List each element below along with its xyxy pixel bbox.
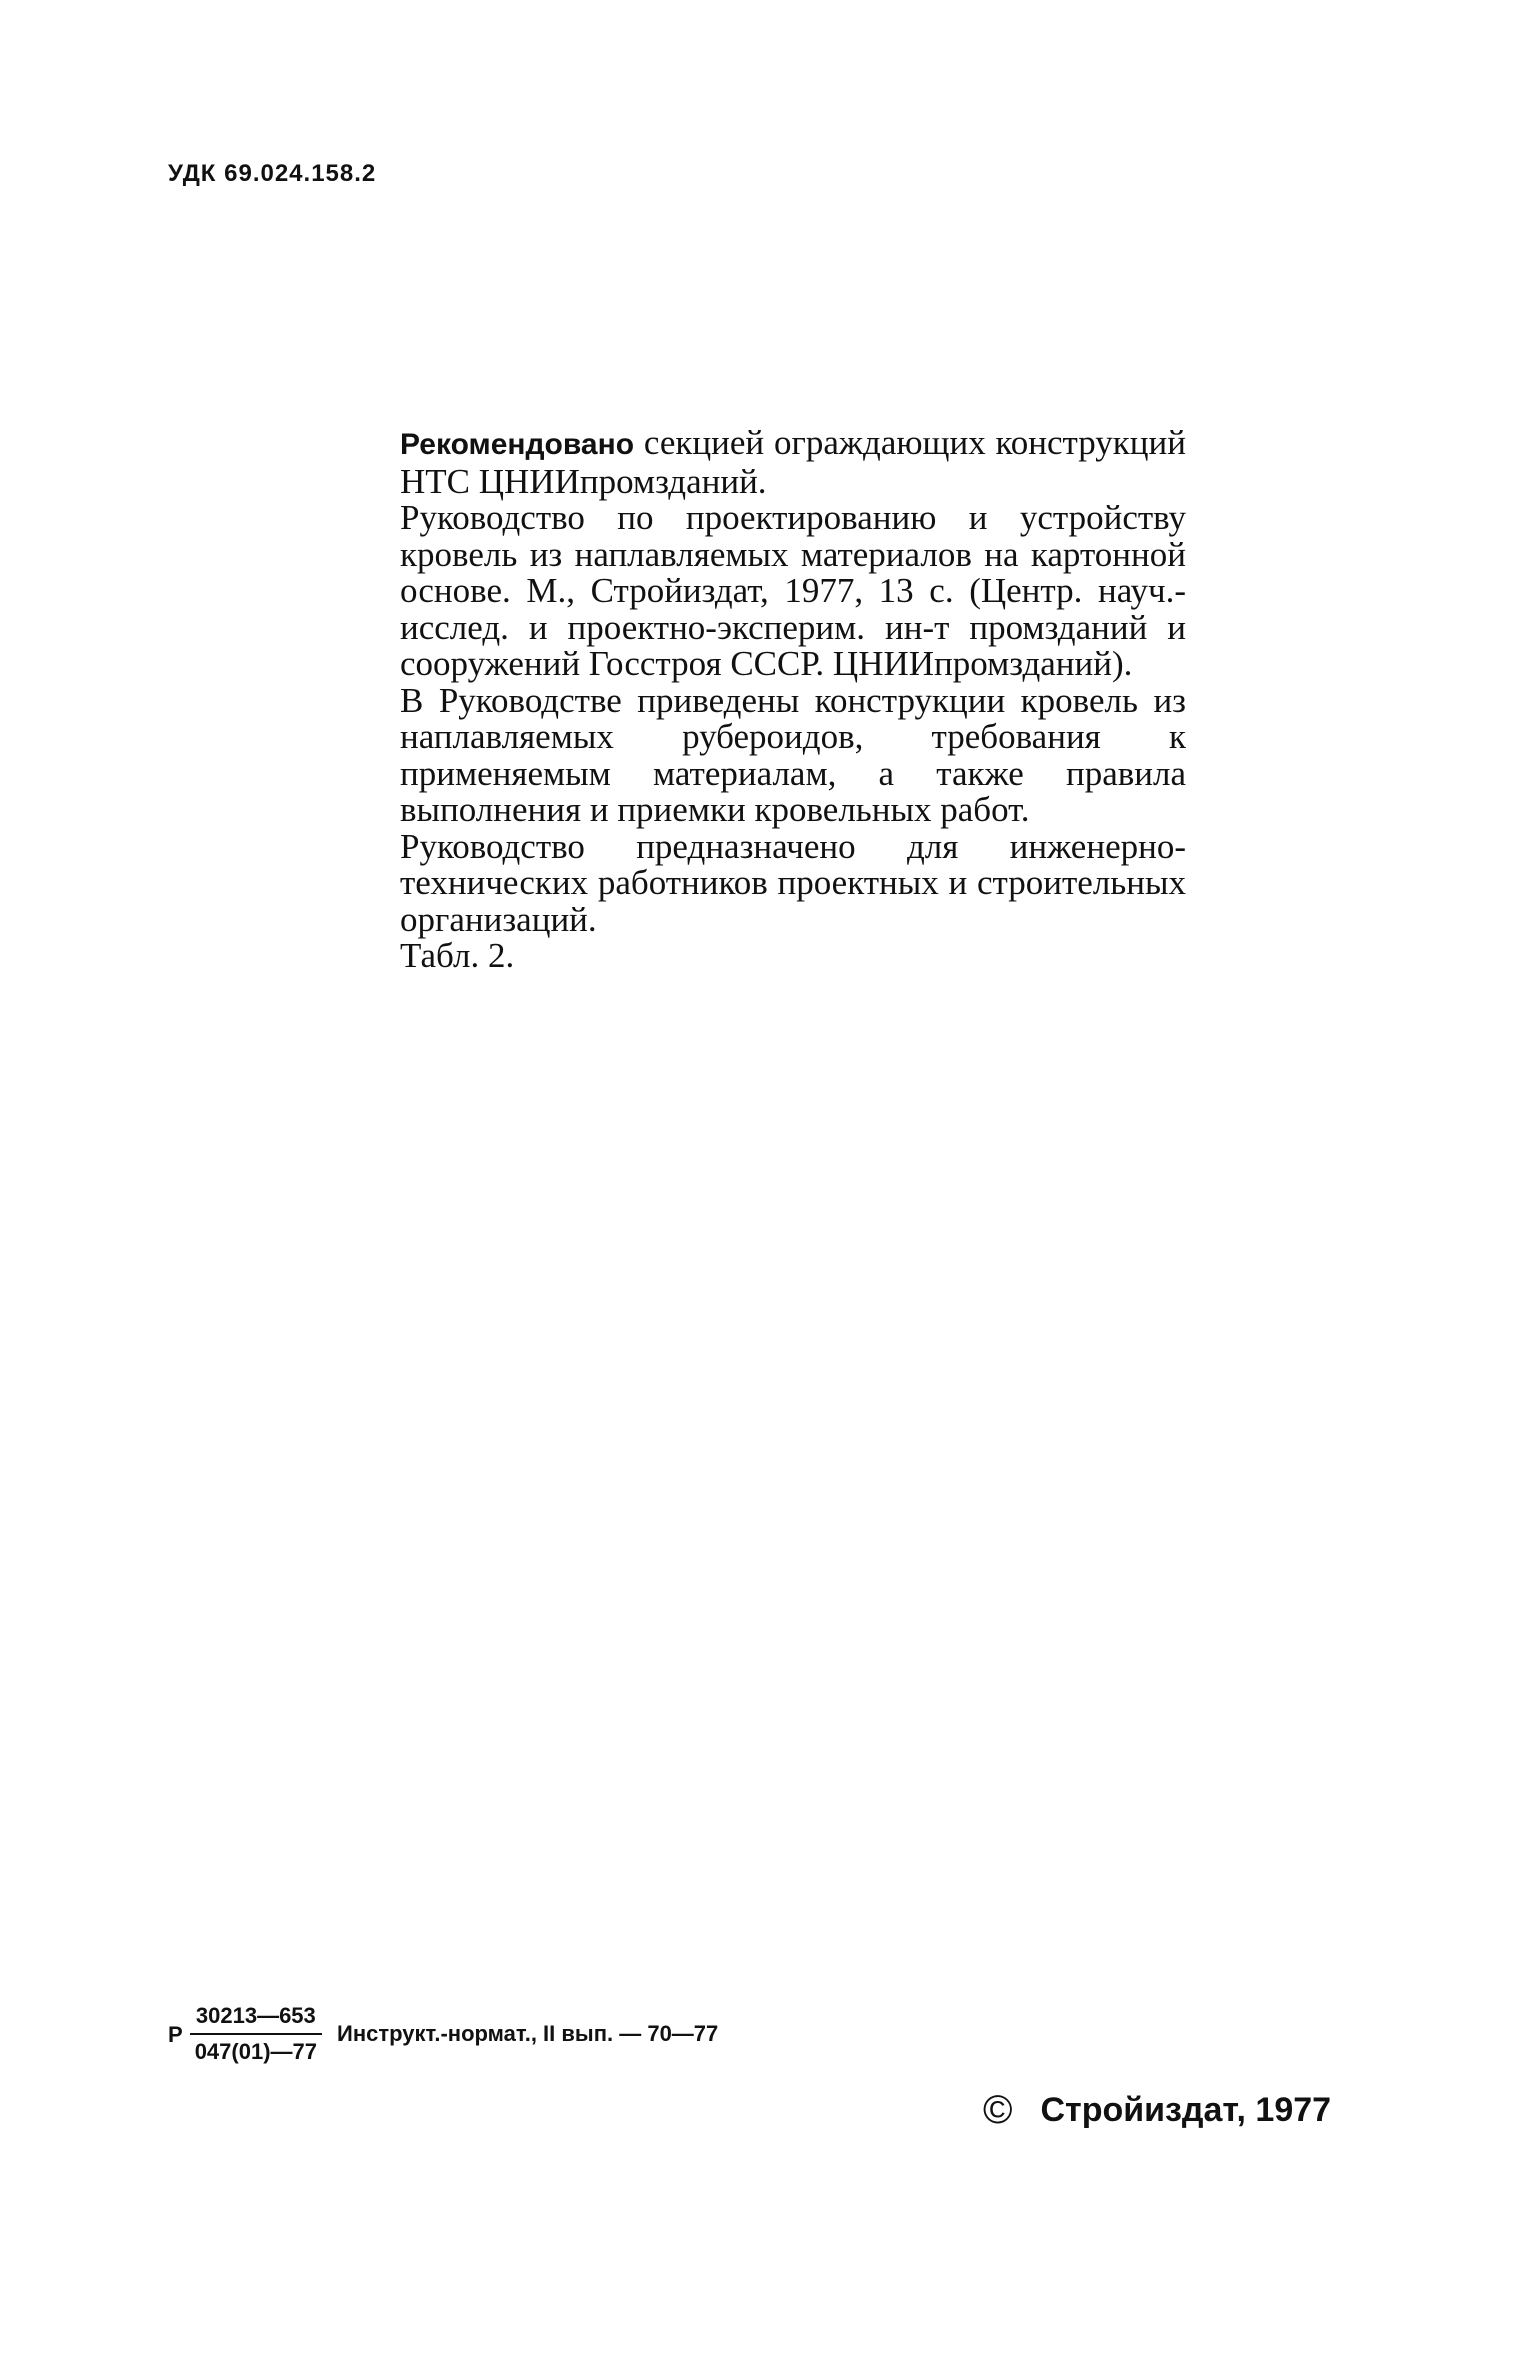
copyright-icon: © — [983, 2088, 1013, 2132]
copyright-text: Стройиздат, 1977 — [1040, 2091, 1332, 2129]
abstract-tables-note: Табл. 2. — [400, 936, 515, 975]
abstract-paragraph: В Руководстве приведены конструкции кровель из наплавляемых рубероидов, требования к применяемым материалам, а также правила выполнения и приемки кровельных работ. — [400, 680, 1186, 829]
publication-index-fraction — [189, 2003, 323, 2065]
udk-code: УДК 69.024.158.2 — [168, 160, 377, 187]
copyright-line — [983, 2088, 1331, 2133]
abstract-recommendation — [400, 425, 1186, 500]
publication-index-text: Инструкт.-нормат., II вып. — 70—77 — [337, 2021, 719, 2046]
abstract-lead-bold: Рекомендовано — [400, 428, 635, 461]
publication-index-numerator: 30213—653 — [190, 2003, 322, 2035]
publication-index — [168, 2003, 718, 2065]
publication-index-prefix: Р — [168, 2022, 183, 2047]
abstract-paragraph: Руководство по проектированию и устройству кровель из наплавляемых материалов на картонной основе. М., Стройиздат, 1977, 13 с. (Центр. науч.-исслед. и проектно-эксперим. ин-т промзданий и сооружений Госстроя СССР. ЦНИИпромзданий). — [400, 498, 1186, 683]
publication-index-denominator: 047(01)—77 — [194, 2039, 317, 2064]
abstract-lead-rest: секцией ограждающих конструкций НТС ЦНИИпромзданий. — [400, 423, 1186, 501]
abstract-paragraph: Руководство предназначено для инженерно-технических работников проектных и строительных организаций. — [400, 826, 1186, 939]
abstract-block — [400, 425, 1186, 975]
